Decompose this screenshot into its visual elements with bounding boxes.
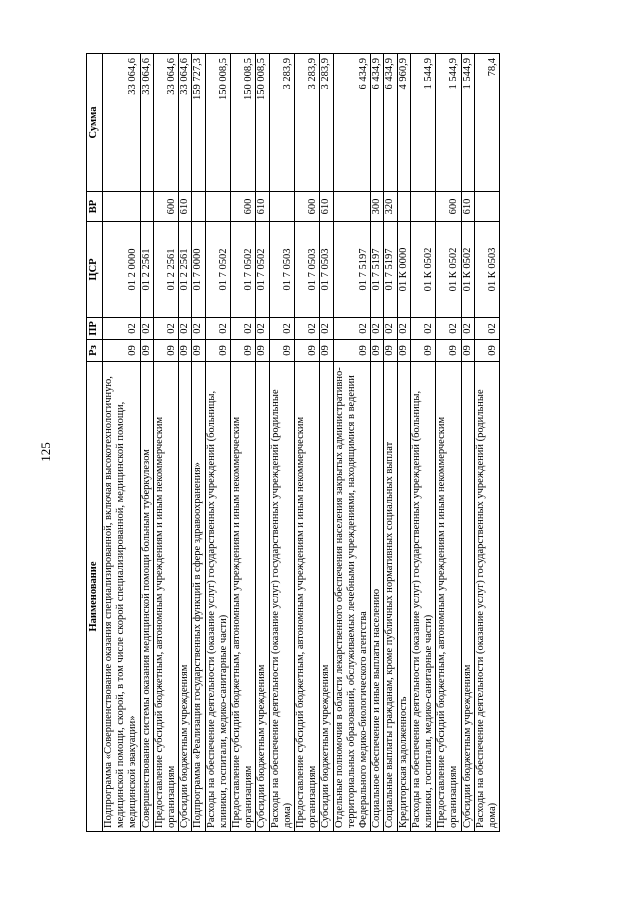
cell-name: Кредиторская задолженность bbox=[397, 362, 410, 832]
cell-name: Совершенствование системы оказания медицинской помощи больным туберкулезом bbox=[140, 362, 153, 832]
cell-csr: 01 7 0000 bbox=[192, 222, 205, 318]
cell-pr: 02 bbox=[140, 318, 153, 340]
cell-rz: 09 bbox=[153, 340, 178, 362]
cell-sum: 4 960,9 bbox=[397, 54, 410, 192]
table-row bbox=[205, 54, 230, 832]
cell-name: Расходы на обеспечение деятельности (оказание услуг) государственных учреждений (больницы, клиники, госпитали, медико-санитарные части) bbox=[205, 362, 230, 832]
cell-rz: 09 bbox=[179, 340, 192, 362]
table-row bbox=[397, 54, 410, 832]
cell-csr: 01 К 0502 bbox=[461, 222, 474, 318]
cell-rz: 09 bbox=[320, 340, 333, 362]
cell-rz: 09 bbox=[410, 340, 435, 362]
cell-vr: 300 bbox=[371, 192, 384, 222]
cell-vr bbox=[192, 192, 205, 222]
cell-sum: 150 008,5 bbox=[205, 54, 230, 192]
cell-pr: 02 bbox=[320, 318, 333, 340]
cell-vr bbox=[474, 192, 499, 222]
cell-vr: 600 bbox=[231, 192, 256, 222]
cell-pr: 02 bbox=[461, 318, 474, 340]
cell-name: Предоставление субсидий бюджетным, автономным учреждениям и иным некоммерческим организациям bbox=[436, 362, 461, 832]
cell-rz: 09 bbox=[461, 340, 474, 362]
cell-csr: 01 7 0503 bbox=[320, 222, 333, 318]
cell-pr: 02 bbox=[295, 318, 320, 340]
budget-table bbox=[86, 53, 500, 832]
cell-vr: 610 bbox=[179, 192, 192, 222]
cell-vr bbox=[397, 192, 410, 222]
table-row bbox=[295, 54, 320, 832]
cell-rz: 09 bbox=[269, 340, 294, 362]
cell-pr: 02 bbox=[103, 318, 141, 340]
table-row bbox=[384, 54, 397, 832]
cell-csr: 01 7 5197 bbox=[384, 222, 397, 318]
cell-pr: 02 bbox=[384, 318, 397, 340]
cell-sum: 1 544,9 bbox=[410, 54, 435, 192]
cell-sum: 33 064,6 bbox=[153, 54, 178, 192]
cell-pr: 02 bbox=[371, 318, 384, 340]
cell-vr: 600 bbox=[436, 192, 461, 222]
budget-table-sheet bbox=[86, 54, 561, 832]
cell-vr bbox=[269, 192, 294, 222]
table-row bbox=[153, 54, 178, 832]
cell-pr: 02 bbox=[179, 318, 192, 340]
cell-sum: 78,4 bbox=[474, 54, 499, 192]
cell-rz: 09 bbox=[436, 340, 461, 362]
cell-rz: 09 bbox=[371, 340, 384, 362]
cell-pr: 02 bbox=[153, 318, 178, 340]
cell-name: Подпрограмма «Реализация государственных функций в сфере здравоохранения» bbox=[192, 362, 205, 832]
cell-vr: 610 bbox=[320, 192, 333, 222]
cell-name: Подпрограмма «Совершенствование оказания специализированной, включая высокотехнологичную, медицинской помощи, скорой, в том числе скорой специализированной, медицинской помощи, медицинской эвакуации» bbox=[103, 362, 141, 832]
cell-sum: 159 727,3 bbox=[192, 54, 205, 192]
cell-vr bbox=[410, 192, 435, 222]
table-row bbox=[103, 54, 141, 832]
cell-csr: 01 7 5197 bbox=[371, 222, 384, 318]
table-row bbox=[269, 54, 294, 832]
cell-rz: 09 bbox=[192, 340, 205, 362]
table-row bbox=[192, 54, 205, 832]
cell-name: Социальные выплаты гражданам, кроме публичных нормативных социальных выплат bbox=[384, 362, 397, 832]
table-row bbox=[333, 54, 371, 832]
cell-name: Субсидии бюджетным учреждениям bbox=[256, 362, 269, 832]
cell-vr: 610 bbox=[461, 192, 474, 222]
header-rz: Рз bbox=[87, 340, 103, 362]
cell-rz: 09 bbox=[256, 340, 269, 362]
cell-rz: 09 bbox=[397, 340, 410, 362]
cell-sum: 150 008,5 bbox=[256, 54, 269, 192]
cell-rz: 09 bbox=[103, 340, 141, 362]
cell-pr: 02 bbox=[410, 318, 435, 340]
cell-csr: 01 7 0503 bbox=[295, 222, 320, 318]
cell-vr bbox=[333, 192, 371, 222]
table-row bbox=[179, 54, 192, 832]
cell-csr: 01 К 0000 bbox=[397, 222, 410, 318]
cell-csr: 01 К 0502 bbox=[436, 222, 461, 318]
cell-sum: 3 283,9 bbox=[295, 54, 320, 192]
cell-sum: 1 544,9 bbox=[436, 54, 461, 192]
cell-vr bbox=[205, 192, 230, 222]
cell-sum: 6 434,9 bbox=[371, 54, 384, 192]
cell-name: Субсидии бюджетным учреждениям bbox=[461, 362, 474, 832]
table-row bbox=[256, 54, 269, 832]
table-area bbox=[86, 54, 561, 832]
cell-rz: 09 bbox=[384, 340, 397, 362]
cell-rz: 09 bbox=[231, 340, 256, 362]
header-csr: ЦСР bbox=[87, 222, 103, 318]
cell-csr: 01 7 0502 bbox=[231, 222, 256, 318]
cell-name: Предоставление субсидий бюджетным, автономным учреждениям и иным некоммерческим организациям bbox=[295, 362, 320, 832]
cell-name: Субсидии бюджетным учреждениям bbox=[320, 362, 333, 832]
cell-vr bbox=[140, 192, 153, 222]
cell-sum: 6 434,9 bbox=[333, 54, 371, 192]
cell-csr: 01 2 2561 bbox=[140, 222, 153, 318]
cell-vr: 600 bbox=[153, 192, 178, 222]
cell-pr: 02 bbox=[192, 318, 205, 340]
table-row bbox=[461, 54, 474, 832]
cell-csr: 01 7 0502 bbox=[205, 222, 230, 318]
cell-csr: 01 К 0503 bbox=[474, 222, 499, 318]
cell-rz: 09 bbox=[333, 340, 371, 362]
cell-name: Расходы на обеспечение деятельности (оказание услуг) государственных учреждений (родильные дома) bbox=[474, 362, 499, 832]
cell-name: Предоставление субсидий бюджетным, автономным учреждениям и иным некоммерческим организациям bbox=[231, 362, 256, 832]
cell-pr: 02 bbox=[397, 318, 410, 340]
cell-sum: 3 283,9 bbox=[320, 54, 333, 192]
cell-sum: 6 434,9 bbox=[384, 54, 397, 192]
cell-pr: 02 bbox=[474, 318, 499, 340]
cell-rz: 09 bbox=[295, 340, 320, 362]
cell-pr: 02 bbox=[256, 318, 269, 340]
cell-rz: 09 bbox=[474, 340, 499, 362]
cell-pr: 02 bbox=[333, 318, 371, 340]
cell-name: Социальное обеспечение и иные выплаты населению bbox=[371, 362, 384, 832]
header-name: Наименование bbox=[87, 362, 103, 832]
cell-csr: 01 7 0502 bbox=[256, 222, 269, 318]
table-body bbox=[103, 54, 500, 832]
table-row bbox=[474, 54, 499, 832]
cell-sum: 1 544,9 bbox=[461, 54, 474, 192]
cell-name: Предоставление субсидий бюджетным, автономным учреждениям и иным некоммерческим организациям bbox=[153, 362, 178, 832]
cell-sum: 150 008,5 bbox=[231, 54, 256, 192]
header-pr: ПР bbox=[87, 318, 103, 340]
page-number: 125 bbox=[38, 442, 53, 462]
table-header-row bbox=[87, 54, 103, 832]
table-row bbox=[231, 54, 256, 832]
header-sum: Сумма bbox=[87, 54, 103, 192]
cell-rz: 09 bbox=[140, 340, 153, 362]
table-row bbox=[436, 54, 461, 832]
cell-name: Субсидии бюджетным учреждениям bbox=[179, 362, 192, 832]
cell-pr: 02 bbox=[269, 318, 294, 340]
cell-name: Расходы на обеспечение деятельности (оказание услуг) государственных учреждений (больницы, клиники, госпитали, медико-санитарные части) bbox=[410, 362, 435, 832]
cell-pr: 02 bbox=[205, 318, 230, 340]
cell-sum: 33 064,6 bbox=[103, 54, 141, 192]
table-row bbox=[140, 54, 153, 832]
cell-pr: 02 bbox=[436, 318, 461, 340]
cell-pr: 02 bbox=[231, 318, 256, 340]
header-vr: ВР bbox=[87, 192, 103, 222]
cell-sum: 33 064,6 bbox=[140, 54, 153, 192]
cell-csr: 01 К 0502 bbox=[410, 222, 435, 318]
table-row bbox=[410, 54, 435, 832]
cell-name: Расходы на обеспечение деятельности (оказание услуг) государственных учреждений (родильные дома) bbox=[269, 362, 294, 832]
cell-vr: 320 bbox=[384, 192, 397, 222]
cell-sum: 33 064,6 bbox=[179, 54, 192, 192]
cell-vr: 600 bbox=[295, 192, 320, 222]
cell-name: Отдельные полномочия в области лекарственного обеспечения населения закрытых административно-территориальных образований, обслуживаемых лечебными учреждениями, находящимися в ведении Федерального медико-биологического агентства bbox=[333, 362, 371, 832]
cell-csr: 01 7 0503 bbox=[269, 222, 294, 318]
cell-vr bbox=[103, 192, 141, 222]
cell-csr: 01 2 0000 bbox=[103, 222, 141, 318]
table-row bbox=[320, 54, 333, 832]
cell-csr: 01 2 2561 bbox=[179, 222, 192, 318]
cell-csr: 01 7 5197 bbox=[333, 222, 371, 318]
table-row bbox=[371, 54, 384, 832]
cell-rz: 09 bbox=[205, 340, 230, 362]
cell-csr: 01 2 2561 bbox=[153, 222, 178, 318]
cell-vr: 610 bbox=[256, 192, 269, 222]
cell-sum: 3 283,9 bbox=[269, 54, 294, 192]
